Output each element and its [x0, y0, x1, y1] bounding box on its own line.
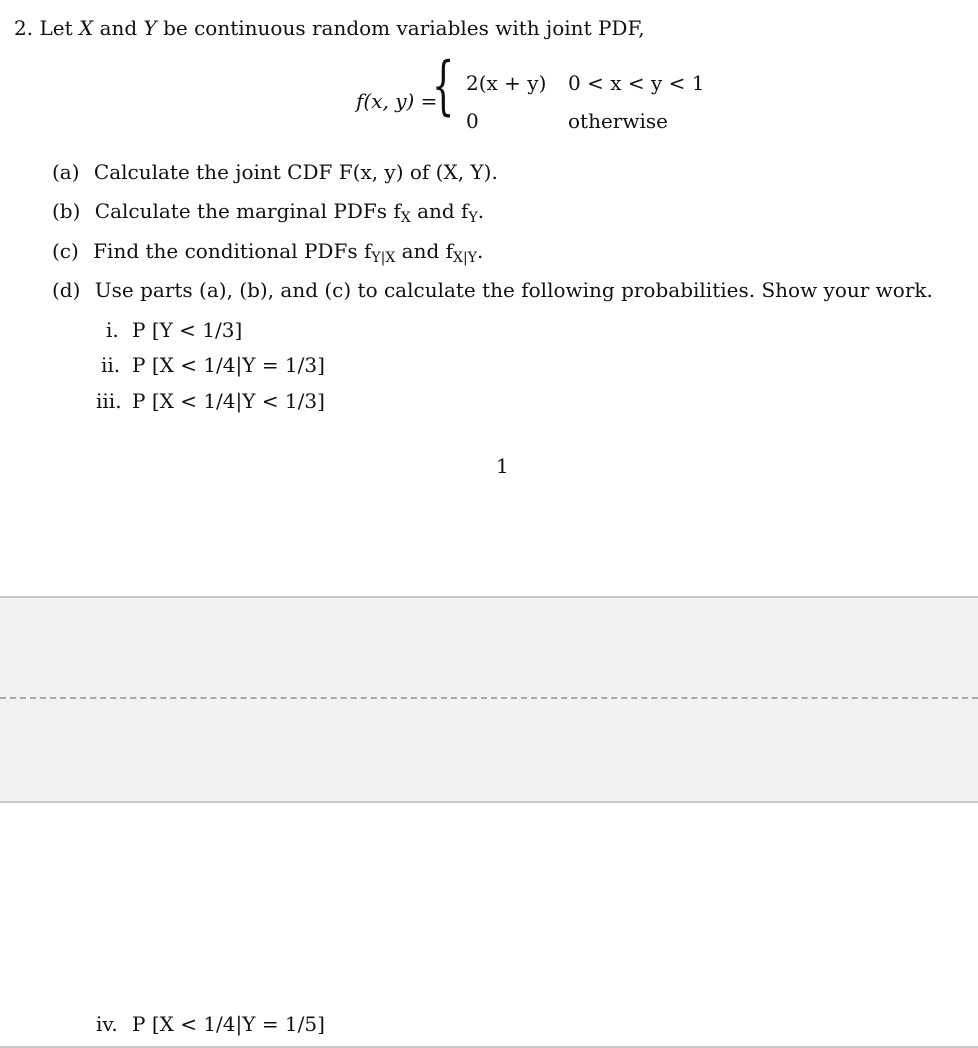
subpart-iv-label: iv. — [96, 1012, 118, 1036]
subpart-iii-text: P [X < 1/4|Y < 1/3] — [132, 389, 325, 413]
intro-and: and — [93, 16, 144, 40]
part-b-end: . — [477, 199, 485, 223]
subpart-i-text: P [Y < 1/3] — [132, 318, 243, 342]
part-a-text: Calculate the joint CDF F(x, y) of (X, Y). — [93, 160, 498, 184]
subpart-ii-label: ii. — [101, 353, 121, 377]
formula-lhs: f(x, y) = — [356, 89, 438, 113]
page-number: 1 — [496, 454, 509, 478]
intro-pre: Let — [39, 16, 79, 40]
part-c-sub-xy: X|Y — [453, 250, 477, 266]
part-c-label: (c) — [52, 239, 79, 263]
part-b-mid: and f — [410, 199, 469, 223]
part-d-text: Use parts (a), (b), and (c) to calculate the following probabilities. Show your work. — [94, 278, 933, 302]
part-d — [52, 280, 933, 300]
subpart-iv-text: P [X < 1/4|Y = 1/5] — [132, 1012, 325, 1036]
left-brace: { — [432, 49, 455, 123]
part-c — [52, 239, 484, 266]
subpart-i-label: i. — [106, 318, 119, 342]
intro-post: be continuous random variables with joint PDF, — [156, 16, 645, 40]
subpart-ii-text: P [X < 1/4|Y = 1/3] — [132, 353, 325, 377]
part-c-text: Find the conditional PDFs f — [93, 239, 372, 263]
page-break-band — [0, 596, 978, 803]
page-break-dashed-line — [0, 697, 978, 699]
part-d-label: (d) — [52, 278, 81, 302]
variable-y: Y — [143, 16, 157, 40]
part-b-sub-y: Y — [468, 210, 478, 226]
case2-expression: 0 — [466, 109, 479, 133]
part-c-mid: and f — [395, 239, 454, 263]
part-a-label: (a) — [52, 160, 80, 184]
part-a — [52, 162, 498, 182]
case1-expression: 2(x + y) — [466, 71, 547, 95]
part-b-label: (b) — [52, 199, 81, 223]
variable-x: X — [78, 16, 94, 40]
part-b — [52, 199, 485, 226]
subpart-iii-label: iii. — [96, 389, 122, 413]
case2-condition: otherwise — [568, 109, 668, 133]
part-b-text: Calculate the marginal PDFs f — [94, 199, 401, 223]
problem-number: 2. — [14, 16, 34, 40]
part-c-end: . — [476, 239, 484, 263]
part-b-sub-x: X — [400, 210, 411, 226]
case1-condition: 0 < x < y < 1 — [568, 71, 705, 95]
problem-statement — [14, 18, 645, 38]
part-c-sub-yx: Y|X — [371, 250, 396, 266]
